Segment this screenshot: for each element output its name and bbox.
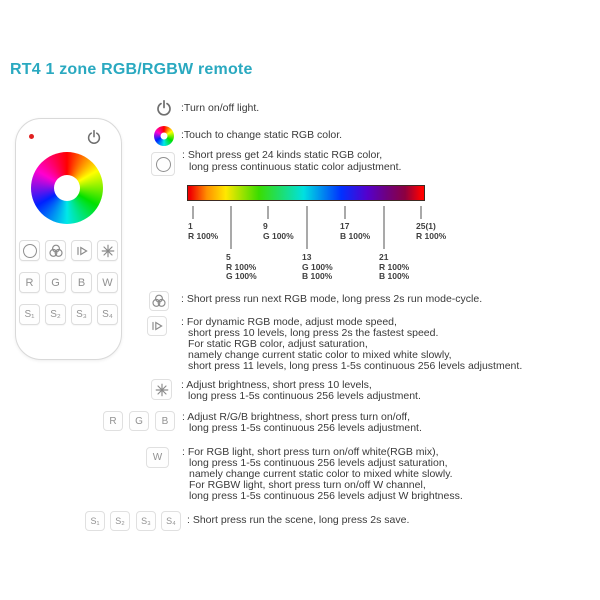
static-color-description: : Short press get 24 kinds static RGB color, long press continuous static color adjustment.: [182, 149, 402, 173]
tick-13: [306, 206, 308, 249]
circle-icon: [156, 157, 171, 172]
tick-17: [344, 206, 346, 219]
mode-trefoil-icon: [151, 293, 167, 309]
led-indicator: [29, 134, 34, 139]
power-icon: [154, 99, 174, 119]
tick-label-17: 17 B 100%: [340, 221, 371, 241]
static-color-button[interactable]: [19, 240, 40, 261]
tick-label-9: 9 G 100%: [263, 221, 294, 241]
circle-icon: [23, 244, 37, 258]
mode-button: [149, 291, 169, 311]
tick-21: [383, 206, 385, 249]
tick-label-21: 21 R 100% B 100%: [379, 252, 410, 281]
brightness-button[interactable]: [97, 240, 118, 261]
s1-button: S₁: [85, 511, 105, 531]
speed-description: : For dynamic RGB mode, adjust mode speed, short press 10 levels, long press 2s the fastest speed. For static RGB color, adjust saturation, namely change current static color to mixed white slowly, short press 11 levels, long press 1-5s continuous 256 levels adjustment.: [181, 316, 523, 372]
remote-w-button[interactable]: W: [97, 272, 118, 293]
brightness-description: : Adjust brightness, short press 10 levels, long press 1-5s continuous 256 levels adjustment.: [181, 379, 421, 402]
mode-button[interactable]: [45, 240, 66, 261]
remote-illustration: [15, 118, 122, 360]
speed-button[interactable]: [71, 240, 92, 261]
color-wheel-center: [54, 175, 80, 201]
speed-button: [147, 316, 167, 336]
remote-g-button[interactable]: G: [45, 272, 66, 293]
remote-b-button[interactable]: B: [71, 272, 92, 293]
remote-r-button[interactable]: R: [19, 272, 40, 293]
page-title: RT4 1 zone RGB/RGBW remote: [10, 61, 253, 78]
wheel-description: :Touch to change static RGB color.: [181, 129, 343, 141]
color-wheel[interactable]: [31, 152, 103, 224]
scene-description: : Short press run the scene, long press 2s save.: [187, 514, 410, 526]
brightness-button: [151, 379, 172, 400]
g-button: G: [129, 411, 149, 431]
white-description: : For RGB light, short press turn on/off white(RGB mix), long press 1-5s continuous 256 levels adjust saturation, namely change current static color to mixed white slowly. For RGBW light, short press turn on/off W channel, long press 1-5s continuous 256 levels adjust W brightness.: [182, 446, 463, 502]
mode-description: : Short press run next RGB mode, long press 2s run mode-cycle.: [181, 293, 483, 305]
s4-button: S₄: [161, 511, 181, 531]
r-button: R: [103, 411, 123, 431]
tick-25: [420, 206, 422, 219]
speed-icon: [149, 318, 165, 334]
static-color-button: [151, 152, 175, 176]
s2-button: S₂: [110, 511, 130, 531]
tick-label-25: 25(1) R 100%: [416, 221, 447, 241]
remote-s2-button[interactable]: S₂: [45, 304, 66, 325]
s3-button: S₃: [136, 511, 156, 531]
remote-s1-button[interactable]: S₁: [19, 304, 40, 325]
b-button: B: [155, 411, 175, 431]
tick-label-5: 5 R 100% G 100%: [226, 252, 257, 281]
brightness-star-icon: [100, 243, 116, 259]
mode-trefoil-icon: [48, 243, 64, 259]
remote-s3-button[interactable]: S₃: [71, 304, 92, 325]
tick-label-13: 13 G 100% B 100%: [302, 252, 333, 281]
rgb-description: : Adjust R/G/B brightness, short press turn on/off, long press 1-5s continuous 256 levels adjustment.: [182, 411, 422, 434]
w-button: W: [146, 447, 169, 468]
remote-s4-button[interactable]: S₄: [97, 304, 118, 325]
power-description: :Turn on/off light.: [181, 102, 260, 114]
color-scale: [187, 185, 447, 290]
tick-1: [192, 206, 194, 219]
tick-5: [230, 206, 232, 249]
tick-9: [267, 206, 269, 219]
power-icon[interactable]: [85, 129, 103, 147]
color-wheel-icon: [154, 126, 174, 146]
gradient-bar: [187, 185, 425, 201]
speed-icon: [74, 243, 90, 259]
brightness-star-icon: [154, 382, 170, 398]
tick-label-1: 1 R 100%: [188, 221, 219, 241]
